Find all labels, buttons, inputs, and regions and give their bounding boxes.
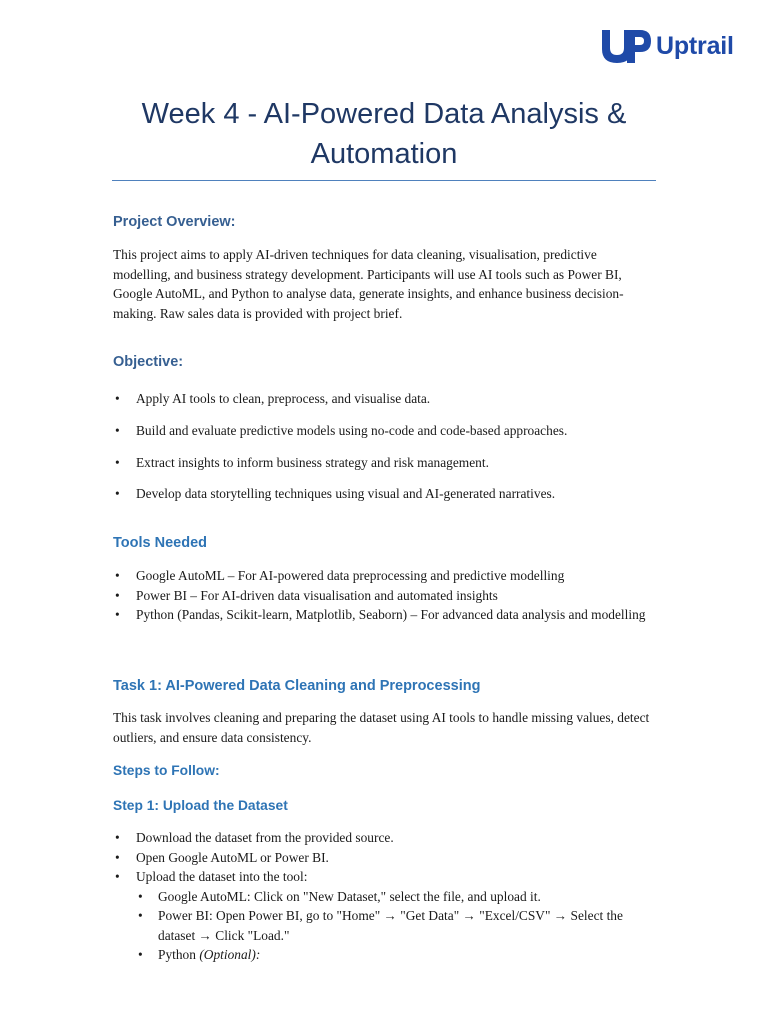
sublist-item: • Power BI: Open Power BI, go to "Home" → "Get Data" → "Excel/CSV" → Select the dataset → Click "Load." — [136, 906, 653, 945]
list-item — [113, 867, 653, 965]
project-overview-text: This project aims to apply AI-driven techniques for data cleaning, visualisation, predictive modelling, and business strategy development. Participants will use AI tools such as Power BI, Google AutoML, and Python to analyse data, generate insights, and enhance business decision-making. Raw sales data is provided with project brief. — [113, 247, 624, 321]
page-title: Week 4 - AI-Powered Data Analysis & Automation — [141, 98, 627, 170]
step1-sublist — [136, 887, 653, 965]
python-optional: (Optional): — [199, 947, 261, 962]
uptrail-logo-icon — [600, 28, 652, 64]
step1-list — [113, 828, 653, 965]
list-item: • Extract insights to inform business strategy and risk management. — [113, 453, 653, 473]
list-item: • Apply AI tools to clean, preprocess, and visualise data. — [113, 389, 653, 409]
sublist-item — [136, 945, 653, 965]
title-divider — [112, 180, 656, 181]
project-overview-heading: Project Overview: — [113, 214, 236, 230]
list-item-text: Upload the dataset into the tool: — [136, 869, 308, 884]
list-item: • Download the dataset from the provided source. — [113, 828, 653, 848]
list-item: • Python (Pandas, Scikit-learn, Matplotlib, Seaborn) – For advanced data analysis and modelling — [113, 605, 653, 625]
sublist-item: • Google AutoML: Click on "New Dataset," select the file, and upload it. — [136, 887, 653, 907]
python-label: Python — [158, 947, 196, 962]
list-item: • Build and evaluate predictive models using no-code and code-based approaches. — [113, 421, 653, 441]
objective-heading: Objective: — [113, 354, 184, 370]
list-item: • Power BI – For AI-driven data visualisation and automated insights — [113, 586, 653, 606]
step1-heading: Step 1: Upload the Dataset — [113, 798, 288, 813]
uptrail-logo-text: Uptrail — [656, 31, 734, 60]
objective-list — [113, 389, 653, 516]
list-item: • Develop data storytelling techniques using visual and AI-generated narratives. — [113, 484, 653, 504]
list-item: • Google AutoML – For AI-powered data preprocessing and predictive modelling — [113, 566, 653, 586]
tools-list — [113, 566, 653, 625]
uptrail-logo — [600, 28, 734, 64]
steps-heading: Steps to Follow: — [113, 763, 220, 778]
task1-heading: Task 1: AI-Powered Data Cleaning and Preprocessing — [113, 678, 481, 694]
list-item: • Open Google AutoML or Power BI. — [113, 848, 653, 868]
task1-text: This task involves cleaning and preparing the dataset using AI tools to handle missing values, detect outliers, and ensure data consistency. — [113, 710, 650, 745]
tools-heading: Tools Needed — [113, 535, 207, 551]
